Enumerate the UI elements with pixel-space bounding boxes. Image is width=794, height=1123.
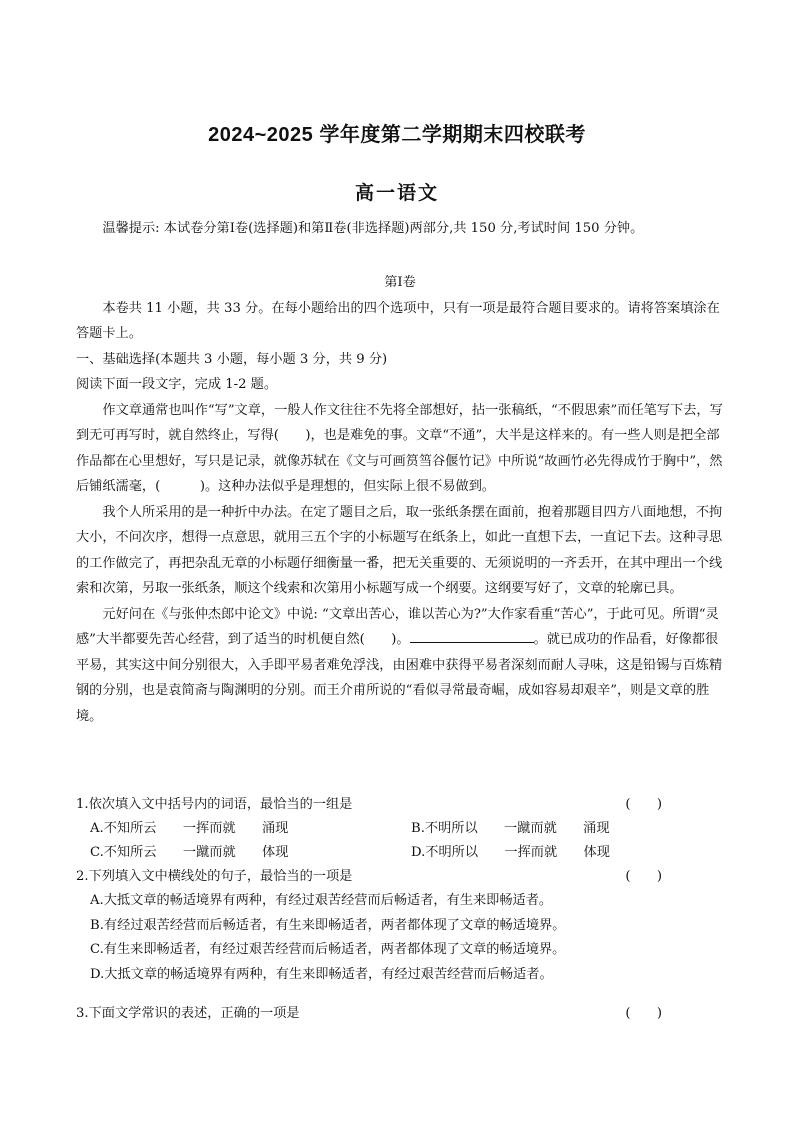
question-1-options-row-1 <box>76 816 724 840</box>
question-1 <box>76 792 724 864</box>
exam-subject: 高一语文 <box>354 183 439 204</box>
question-2-option-b[interactable]: B.有经过艰苦经营而后畅适者，有生来即畅适者，两者都体现了文章的畅适境界。 <box>90 917 566 933</box>
question-1-option-d[interactable]: D.不明所以 一挥而就 体现 <box>411 845 610 860</box>
question-3-answer-bracket: ( ) <box>625 1006 662 1021</box>
passage-paragraph-1: 作文章通常也叫作“写”文章，一般人作文往往不先将全部想好，拈一张稿纸，“不假思索”而任笔写下去，写到无可再写时，就自然终止，写得( )，也是难免的事。文章“不通”，大半是这样来的。有一些人则是把全部作品都在心里想好，写只是记录，就像苏轼在《文与可画筼筜谷偃竹记》中所说“故画竹必先得成竹于胸中”，然后铺纸濡毫，( )。这种办法似乎是理想的，但实际上很不易做到。 <box>76 402 723 494</box>
question-1-options-row-2 <box>76 840 724 864</box>
question-1-stem-row <box>76 792 724 816</box>
passage-3-after: 。就已成功的作品看，好像都很平易，其实这中间分别很大，入手即平易者难免浮浅，由困难中获得平易者深刻而耐人寻味，这是铅锡与百炼精钢的分别，也是袁简斋与陶渊明的分别。而王介甫所说的“看似寻常最奇崛，成如容易却艰辛”，则是文章的胜境。 <box>76 632 723 724</box>
exam-title: 2024~2025 学年度第二学期期末四校联考 <box>208 124 586 146</box>
question-2-option-a[interactable]: A.大抵文章的畅适境界有两种，有经过艰苦经营而后畅适者，有生来即畅适者。 <box>90 893 553 908</box>
question-1-option-a[interactable]: A.不知所云 一挥而就 涌现 <box>90 821 289 836</box>
question-2-answer-bracket: ( ) <box>625 869 662 884</box>
question-3-stem: 3.下面文学常识的表述，正确的一项是 <box>76 1006 300 1021</box>
question-2-option-d[interactable]: D.大抵文章的畅适境界有两种，有生来即畅适者，有经过艰苦经营而后畅适者。 <box>90 966 553 982</box>
question-2-stem-row <box>76 864 724 888</box>
passage-paragraph-2: 我个人所采用的是一种折中办法。在定了题目之后，取一张纸条摆在面前，抱着那题目四方八面地想，不拘大小，不问次序，想得一点意思，就用三五个字的小标题写在纸条上，如此一直想下去，一直记下去。这种寻思的工作做完了，再把杂乱无章的小标题仔细衡量一番，把无关重要的、无须说明的一齐丢开，在其中理出一个线索和次第，另取一张纸条，顺这个线索和次第用小标题写成一个纲要。这纲要写好了，文章的轮廓已具。 <box>76 504 723 596</box>
question-1-stem: 1.依次填入文中括号内的词语，最恰当的一组是 <box>76 797 353 812</box>
notice-block <box>76 216 724 242</box>
reading-instruction: 阅读下面一段文字，完成 1-2 题。 <box>76 377 278 392</box>
passage-paragraph-3 <box>76 602 724 730</box>
question-1-answer-bracket: ( ) <box>625 797 662 812</box>
question-3 <box>76 1001 724 1025</box>
question-2-stem: 2.下列填入文中横线处的句子，最恰当的一项是 <box>76 869 353 884</box>
part1-heading: 第Ⅰ卷 <box>384 275 416 290</box>
part1-block <box>76 270 724 729</box>
question-2-option-c[interactable]: C.有生来即畅适者，有经过艰苦经营而后畅适者，两者都体现了文章的畅适境界。 <box>90 942 566 957</box>
section-heading: 一、基础选择(本题共 3 小题，每小题 3 分，共 9 分) <box>76 351 388 367</box>
question-1-option-b[interactable]: B.不明所以 一蹴而就 涌现 <box>411 821 610 836</box>
question-2 <box>76 864 724 986</box>
question-1-option-c[interactable]: C.不知所云 一蹴而就 体现 <box>90 845 289 860</box>
notice-text: 温馨提示: 本试卷分第Ⅰ卷(选择题)和第Ⅱ卷(非选择题)两部分,共 150 分,考试时间 150 分钟。 <box>102 221 644 236</box>
part1-intro: 本卷共 11 小题，共 33 分。在每小题给出的四个选项中，只有一项是最符合题目要求的。请将答案填涂在答题卡上。 <box>76 300 720 341</box>
question-3-stem-row <box>76 1001 724 1025</box>
answer-blank <box>410 630 534 643</box>
passage-3-before: 元好问在《与张仲杰郎中论文》中说: “文章出苦心，谁以苦心为?”大作家看重“苦心”，于此可见。所谓“灵感”大半都要先苦心经营，到了适当的时机便自然( )。 <box>76 606 719 647</box>
